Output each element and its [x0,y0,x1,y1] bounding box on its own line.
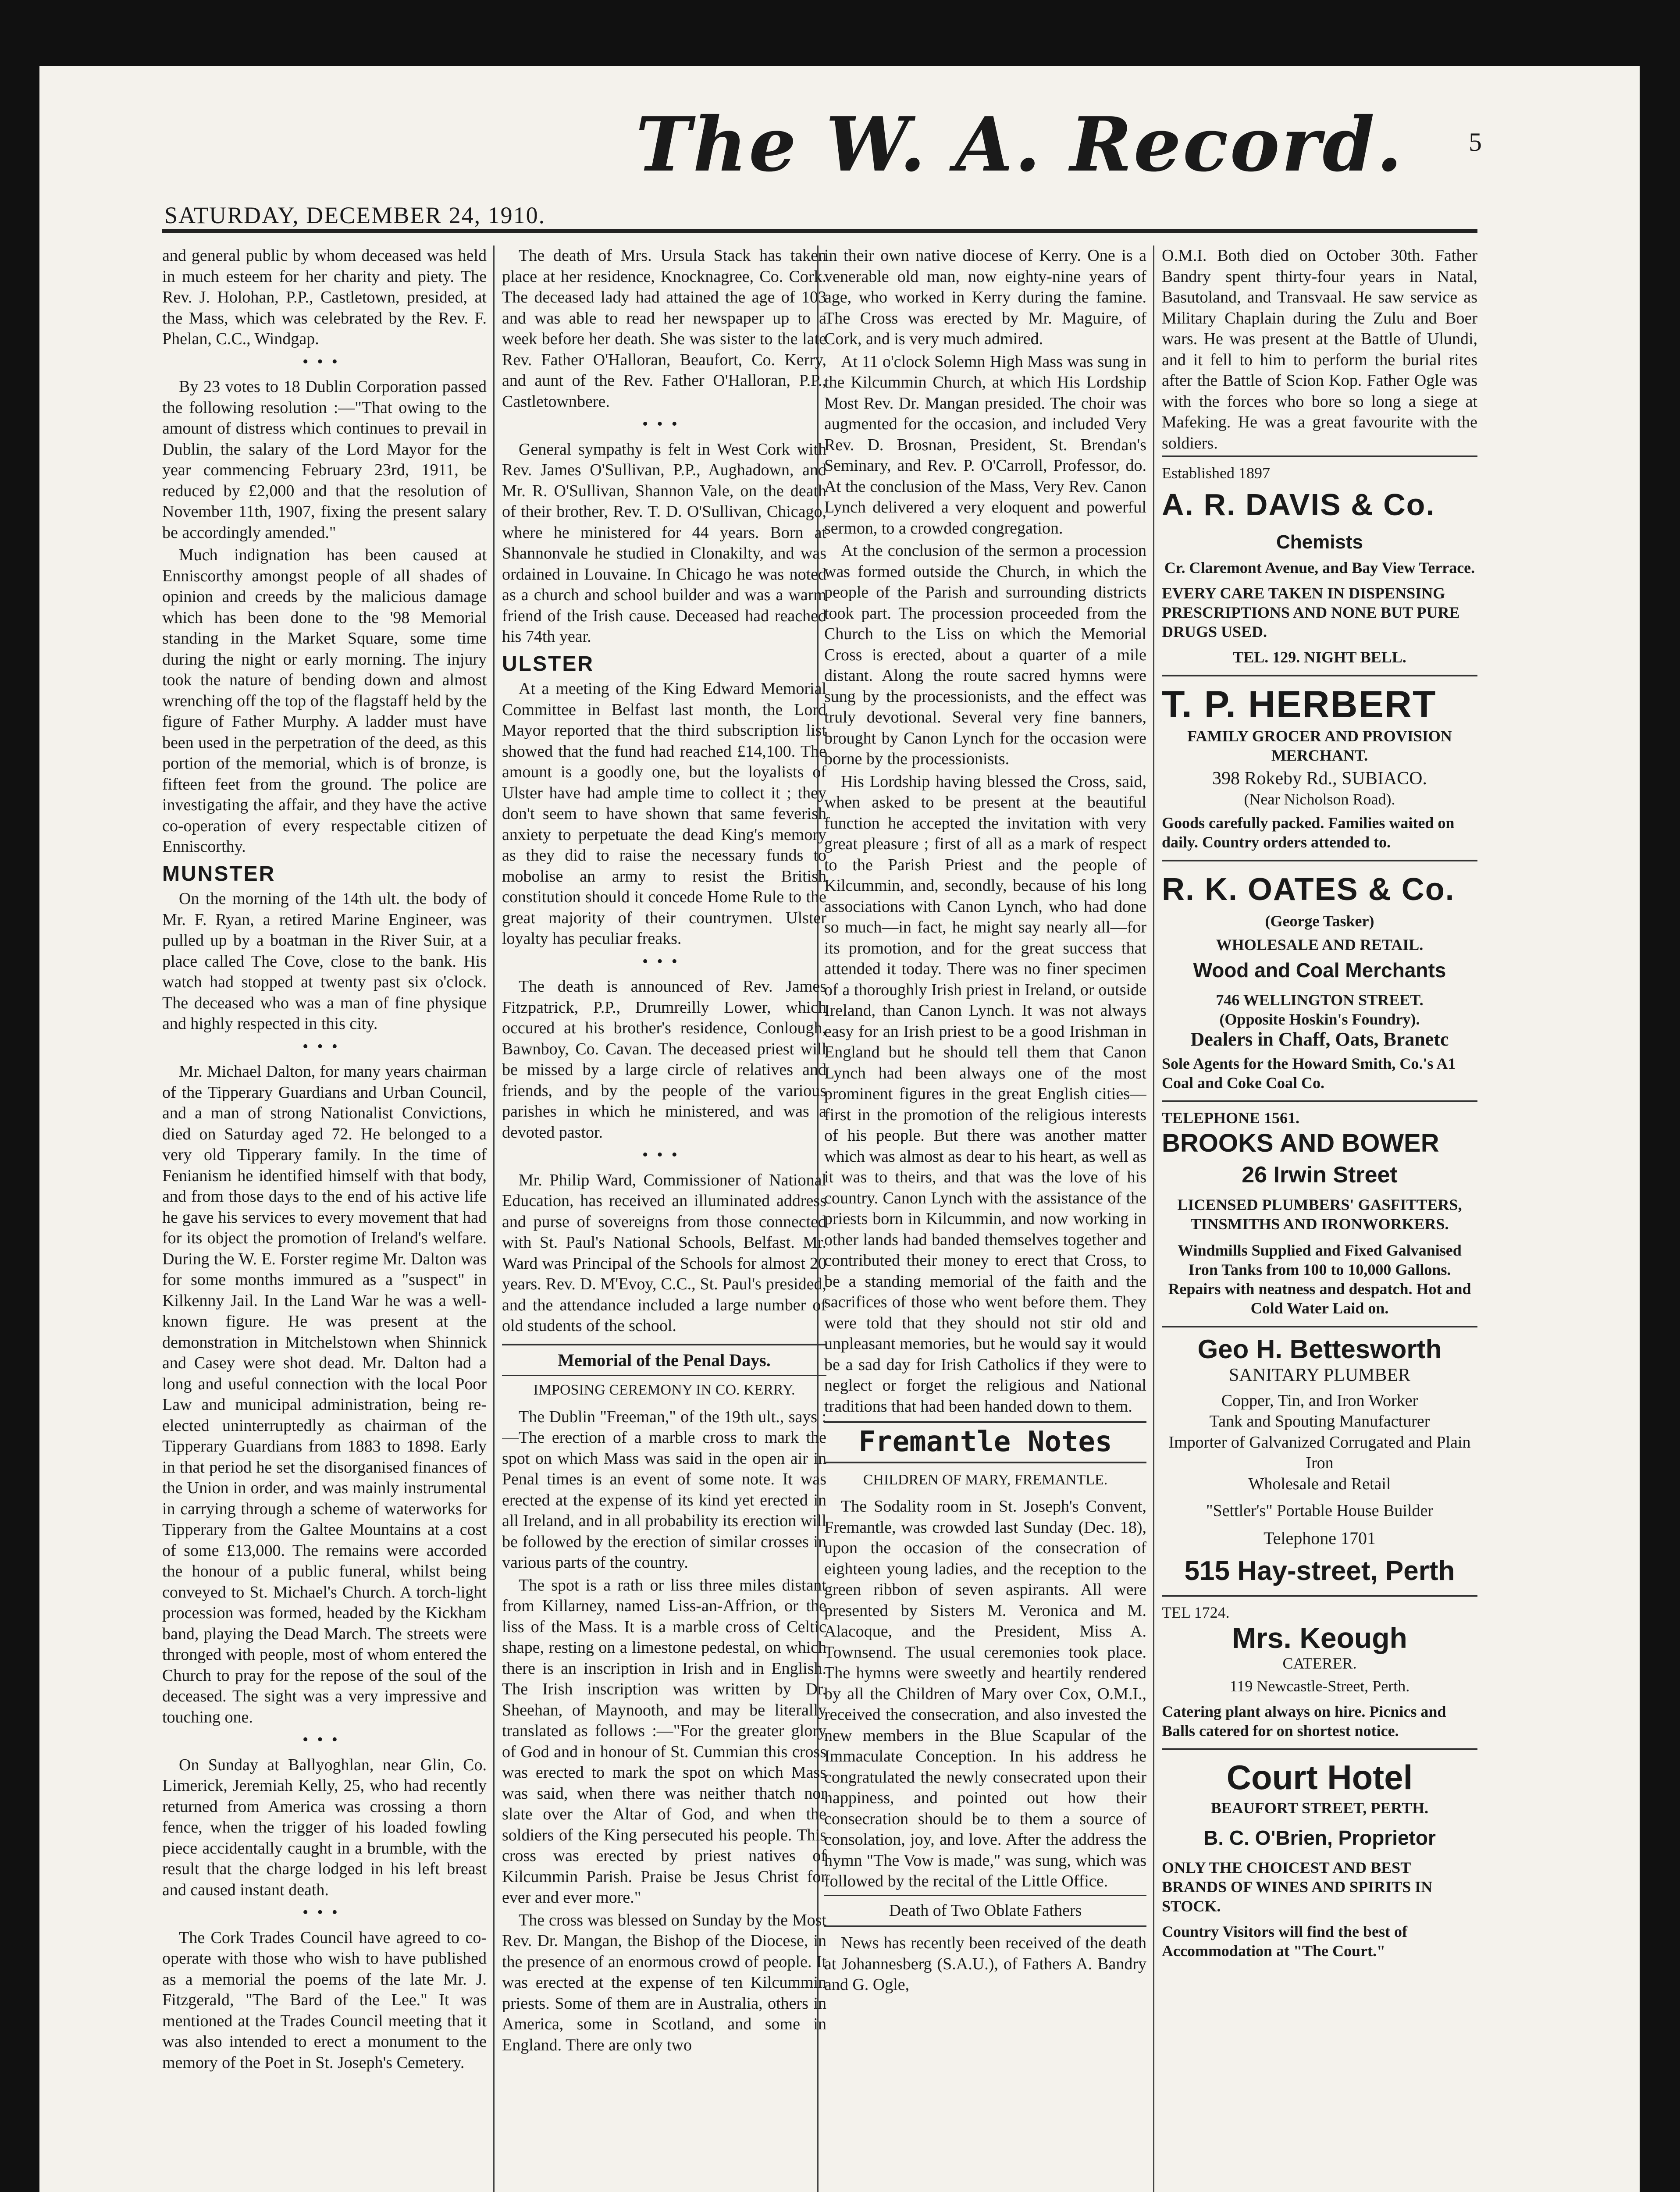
ad-text: Windmills Supplied and Fixed Galvanised Iron Tanks from 100 to 10,000 Gallons. Repairs with neatness and despatch. Hot and Cold Water Laid on. [1168,1242,1471,1317]
advertisement-court-hotel [1162,1748,1477,1968]
ad-address-note: (Near Nicholson Road). [1244,790,1395,808]
article-paragraph: The cross was blessed on Sunday by the Most Rev. Dr. Mangan, the Bishop of the Diocese, in the presence of an enormous crowd of people. It was erected at the expense of ten Kilcummin priests. Some of them are in Australia, others in America, some in Scotland, and some in England. There are only two [502,1911,826,2054]
column-2 [502,246,826,2192]
article-paragraph: News has recently been received of the death at Johannesberg (S.A.U.), of Fathers A. Bandry and G. Ogle, [824,1934,1146,1994]
page-number: 5 [1469,128,1482,157]
ad-trade: Wood and Coal Merchants [1193,958,1446,982]
ad-text: Importer of Galvanized Corrugated and Plain Iron [1168,1433,1471,1472]
advertisement-oates [1162,860,1477,1101]
ad-telephone: TEL 1724. [1162,1604,1230,1621]
newspaper-title: The W. A. Record. [636,101,1404,189]
ad-address: 119 Newcastle-Street, Perth. [1229,1677,1410,1695]
ad-name: Mrs. Keough [1232,1622,1407,1654]
article-paragraph: General sympathy is felt in West Cork with Rev. James O'Sullivan, P.P., Aughadown, and Mr. R. O'Sullivan, Shannon Vale, on the death of their brother, Rev. T. D. O'Sullivan, Chicago, where he ministered for 44 years. Born at Shannonvale he studied in Clonakilty, and was ordained in Louvaine. In Chicago he was noted as a church and school builder and was a warm friend of the Irish cause. Deceased had reached his 74th year. [502,440,826,646]
article-headline: Fremantle Notes [824,1421,1146,1463]
ad-trade: WHOLESALE AND RETAIL. [1216,936,1424,954]
article-paragraph: Mr. Philip Ward, Commissioner of National Education, has received an illuminated address and purse of sovereigns from those connected with St. Paul's National Schools, Belfast. Mr. Ward was Principal of the Schools for almost 20 years. Rev. D. M'Evoy, C.C., St. Paul's presided, and the attendance included a large number of old students of the school. [502,1171,826,1335]
separator: ••• [642,1146,686,1164]
ad-text: ONLY THE CHOICEST AND BEST BRANDS OF WINES AND SPIRITS IN STOCK. [1162,1859,1433,1915]
ad-text: Copper, Tin, and Iron Worker [1221,1391,1418,1410]
ad-text: "Settler's" Portable House Builder [1206,1502,1434,1520]
ad-name: BROOKS AND BOWER [1162,1129,1439,1157]
article-headline: Memorial of the Penal Days. [502,1344,826,1377]
ad-name: Geo H. Bettesworth [1197,1334,1442,1364]
section-heading: ULSTER [502,652,594,676]
masthead [132,101,1491,228]
ad-trade: SANITARY PLUMBER [1229,1365,1410,1385]
article-paragraph: At a meeting of the King Edward Memorial Committee in Belfast last month, the Lord Mayor reported that the third subscription list showed that the fund had reached £14,100. The amount is a goodly one, but the loyalists of Ulster have had ample time to collect it ; they don't seem to have shown that same feverish anxiety to perpetuate the dead King's memory as they did to raise the necessary funds to mobolise an army to resist the British constitution should it concede Home Rule to the great majority of their countrymen. Ulster loyalty has peculiar freaks. [502,680,826,948]
ad-address: Cr. Claremont Avenue, and Bay View Terrace. [1164,559,1475,576]
advertisement-bettesworth [1162,1326,1477,1595]
separator: ••• [642,415,686,433]
ad-text: Catering plant always on hire. Picnics and Balls catered for on shortest notice. [1162,1703,1446,1740]
ad-name: R. K. OATES & Co. [1162,872,1455,907]
ad-trade: LICENSED PLUMBERS' GASFITTERS, TINSMITHS AND IRONWORKERS. [1177,1196,1462,1233]
ad-address: BEAUFORT STREET, PERTH. [1210,1799,1429,1817]
article-paragraph: By 23 votes to 18 Dublin Corporation passed the following resolution :—"That owing to the amount of distress which continues to prevail in Dublin, the salary of the Lord Mayor for the year commencing February 23rd, 1911, be reduced by £2,000 and that the resolution of November 11th, 1907, fixing the present salary be accordingly amended." [162,377,487,542]
separator: ••• [303,1730,346,1749]
ad-text: EVERY CARE TAKEN IN DISPENSING PRESCRIPTIONS AND NONE BUT PURE DRUGS USED. [1162,584,1460,641]
ad-name: Court Hotel [1226,1758,1413,1797]
ad-subname: (George Tasker) [1265,912,1374,930]
article-paragraph: The death of Mrs. Ursula Stack has taken place at her residence, Knocknagree, Co. Cork. The deceased lady had attained the age of 103 and was able to read her newspaper up to a week before her death. She was sister to the late Rev. Father O'Halloran, Beaufort, Co. Kerry, and aunt of the Rev. Father O'Halloran, P.P., Castletownbere. [502,246,826,411]
article-subheadline: IMPOSING CEREMONY IN CO. KERRY. [533,1382,795,1398]
article-paragraph: His Lordship having blessed the Cross, said, when asked to be present at the beautiful function he accepted the invitation with very great pleasure ; first of all as a mark of respect to the Parish Priest and the people of Kilcummin, and, secondly, because of his long associations with Canon Lynch, who had done so much—in fact, he might say nearly all—for its promotion, and for the great success that attended it today. There was no finer specimen of a thoroughly Irish priest in Ireland, or outside Ireland, than Canon Lynch. It was not always easy for an Irish priest to be a good Irishman in England but he should tell them that Canon Lynch had been always one of the most prominent figures in the great English cities—first in the promotion of the religious interests of his people. But there was another matter which was almost as dear to his heart, as well as it was to theirs, and that was the love of his country. Canon Lynch with the assistance of the priests born in Kilcummin, and now working in other lands had banded themselves together and contributed their money to erect that Cross, to be a standing memorial of the faith and the sacrifices of those who went before them. They were told that they should not stir old and unpleasant memories, but he would say it would be a sad day for Irish Catholics if they were to neglect or forget the religious and National traditions that had been handed down to them. [824,772,1146,1416]
ad-address: 515 Hay-street, Perth [1184,1556,1455,1586]
ad-address: 398 Rokeby Rd., SUBIACO. [1212,769,1427,789]
ad-address: 746 WELLINGTON STREET. [1216,991,1424,1009]
separator: ••• [303,1903,346,1922]
ad-telephone: Telephone 1701 [1263,1528,1376,1548]
ad-text: Goods carefully packed. Families waited on daily. Country orders attended to. [1162,814,1455,851]
ad-trade: CATERER. [1282,1655,1357,1672]
article-paragraph: At 11 o'clock Solemn High Mass was sung in the Kilcummin Church, at which His Lordship Most Rev. Dr. Mangan presided. The choir was augmented for the occasion, and included Very Rev. D. Brosnan, President, St. Brendan's Seminary, and Rev. P. O'Carroll, Professor, do. At the conclusion of the Mass, Very Rev. Canon Lynch delivered a very eloquent and powerful sermon, to a crowded congregation. [824,352,1146,537]
article-paragraph: The death is announced of Rev. James Fitzpatrick, P.P., Drumreilly Lower, which occured at his brother's residence, Conlough, Bawnboy, Co. Cavan. The deceased priest will be missed by a large circle of relatives and friends, and by the people of the various parishes in which he ministered, and was a devoted pastor. [502,977,826,1142]
ad-trade: Chemists [1276,531,1363,553]
separator: ••• [642,952,686,971]
column-4 [1162,246,1477,2192]
article-paragraph: Mr. Michael Dalton, for many years chairman of the Tipperary Guardians and Urban Council, and a man of strong Nationalist Convictions, died on Saturday aged 72. He belonged to a very old Tipperary family. In the time of Fenianism he identified himself with that body, and from those days to the end of his active life he gave his services to every movement that had for its object the promotion of Ireland's welfare. During the W. E. Forster regime Mr. Dalton was for some months immured as a "suspect" in Kilkenny Jail. In the Land War he was a well-known figure. He was present at the demonstration in Mitchelstown when Shinnick and Casey were shot dead. Mr. Dalton had a long and useful connection with the local Poor Law and municipal administration, being re-elected uninterruptedly as chairman of the Tipperary Guardians from 1883 to 1898. Early in that period he set the disorganised finances of the Union in order, and was mainly instrumental in carrying through a scheme of waterworks for Tipperary from the Galtee Mountains at a cost of some £13,000. The remains were accorded the honour of a public funeral, whilst being conveyed to St. Michael's Church. A torch-light procession was formed, headed by the Kickham band, playing the Dead March. The streets were thronged with people, most of whom entered the Church to pray for the repose of the soul of the deceased. The sight was a very impressive and touching one. [162,1062,487,1726]
article-paragraph: O.M.I. Both died on October 30th. Father Bandry spent thirty-four years in Natal, Basutoland, and Transvaal. He saw service as Military Chaplain during the Zulu and Boer wars. He was present at the Battle of Ulundi, and it fell to him to perform the burial rites after the Battle of Scion Kop. Father Ogle was with the forces who bore so long a siege at Mafeking. He was a great favourite with the soldiers. [1162,246,1477,452]
article-paragraph: At the conclusion of the sermon a procession was formed outside the Church, in which the people of the Parish and surrounding districts took part. The procession proceeded from the Church to the Liss on which the Memorial Cross is erected, about a quarter of a mile distant. Along the route sacred hymns were sung by the processionists, and the effect was truly devotional. Several very fine banners, brought by Canon Lynch for the occasion were borne by the processionists. [824,541,1146,768]
ad-text: Wholesale and Retail [1248,1474,1391,1493]
advertisement-keough [1162,1595,1477,1748]
ad-text: Dealers in Chaff, Oats, Branetc [1190,1028,1449,1050]
ad-name: A. R. DAVIS & Co. [1162,488,1435,522]
article-paragraph: The Sodality room in St. Joseph's Convent, Fremantle, was crowded last Sunday (Dec. 18), upon the occasion of the consecration of eighteen young ladies, and the reception to the green ribbon of seven aspirants. All were presented by Sisters M. Veronica and M. Alacoque, and the President, Miss A. Townsend. The usual ceremonies took place. The hymns were sweetly and heartily rendered by all the Children of Mary over Cox, O.M.I., received the consecration, and also invested the new members in the Blue Scapular of the Immaculate Conception. In his address he congratulated the newly consecrated upon their happiness, and pointed out how their consecration should be to them a source of consolation, joy, and love. After the address the hymn "The Vow is made," was sung, which was followed by the recital of the Little Office. [824,1497,1146,1890]
column-divider [493,246,495,2192]
ad-trade: FAMILY GROCER AND PROVISION MERCHANT. [1187,727,1452,764]
masthead-rule [162,229,1477,233]
article-paragraph: On Sunday at Ballyoghlan, near Glin, Co. Limerick, Jeremiah Kelly, 25, who had recently returned from America was crossing a thorn fence, when the trigger of his loaded fowling piece accidentally caught in a brumble, with the result that the charge lodged in his left breast and caused instant death. [162,1755,487,1899]
article-paragraph: Much indignation has been caused at Enniscorthy amongst people of all shades of opinion and creeds by the malicious damage which has been done to the '98 Memorial standing in the Market Square, some time during the night or early morning. The injury took the nature of bending down and almost wrenching off the top of the flagstaff held by the figure of Father Murphy. A ladder must have been used in the perpetration of the deed, as this portion of the memorial, which is of bronze, is fifteen feet from the ground. The police are investigating the affair, and they have the active co-operation of every respectable citizen of Enniscorthy. [162,546,487,856]
advertisement-herbert [1162,675,1477,860]
ad-telephone: TEL. 129. NIGHT BELL. [1233,648,1406,666]
issue-date: SATURDAY, DECEMBER 24, 1910. [164,202,546,228]
article-paragraph: The spot is a rath or liss three miles distant from Killarney, named Liss-an-Affrion, or the liss of the Mass. It is a marble cross of Celtic shape, resting on a limestone pedestal, on which there is an inscription in Irish and in English. The Irish inscription was written by Dr. Sheehan, of Maynooth, and may be literally translated as follows :—"For the greater glory of God and in honour of St. Cummian this cross was erected to mark the spot on which Mass was said, when there was neither thatch nor slate over the Altar of God, and when the soldiers of the King persecuted his people. This cross was erected by priest natives of Kilcummin Parish. Praise be Jesus Christ for ever and ever more." [502,1576,826,1907]
article-paragraph: On the morning of the 14th ult. the body of Mr. F. Ryan, a retired Marine Engineer, was pulled up by a boatman in the River Suir, at a place called The Cove, close to the bank. His watch had stopped at twenty past six o'clock. The deceased who was a man of fine physique and highly respected in this city. [162,890,487,1033]
ad-text: Country Visitors will find the best of Accommodation at "The Court." [1162,1923,1408,1960]
column-1 [162,246,487,2192]
advertisement-brooks-bower [1162,1100,1477,1326]
ad-telephone: TELEPHONE 1561. [1162,1109,1300,1127]
ad-address: 26 Irwin Street [1242,1162,1398,1188]
ad-proprietor: B. C. O'Brien, Proprietor [1203,1826,1436,1849]
ad-established: Established 1897 [1162,464,1270,482]
ad-text: Sole Agents for the Howard Smith, Co.'s A1 Coal and Coke Coal Co. [1162,1055,1456,1092]
advertisement-davis [1162,455,1477,675]
article-paragraph: The Cork Trades Council have agreed to co-operate with those who wish to have published as a memorial the poems of the late Mr. J. Fitzgerald, "The Bard of the Lee." It was mentioned at the Trades Council meeting that it was also intended to erect a monument to the memory of the Poet in St. Joseph's Cemetery. [162,1928,487,2072]
ad-address-note: (Opposite Hoskin's Foundry). [1219,1010,1420,1028]
section-heading: MUNSTER [162,862,276,886]
article-headline: Death of Two Oblate Fathers [824,1895,1146,1927]
article-paragraph: and general public by whom deceased was held in much esteem for her charity and piety. The Rev. J. Holohan, P.P., Castletown, presided, at the Mass, which was celebrated by the Rev. F. Phelan, C.C., Windgap. [162,246,487,348]
article-paragraph: in their own native diocese of Kerry. One is a venerable old man, now eighty-nine years of age, who worked in Kerry during the famine. The Cross was erected by Mr. Maguire, of Cork, and is very much admired. [824,246,1146,348]
article-paragraph: The Dublin "Freeman," of the 19th ult., says :—The erection of a marble cross to mark the spot on which Mass was said in the open air in Penal times is an event of some note. It was erected at the expense of its kind yet erected in all Ireland, and in all probability its erection will be followed by the erection of similar crosses in various parts of the country. [502,1407,826,1572]
separator: ••• [303,352,346,371]
column-3 [824,246,1146,2192]
article-subheadline: CHILDREN OF MARY, FREMANTLE. [863,1471,1108,1488]
column-divider [1153,246,1154,2192]
ad-text: Tank and Spouting Manufacturer [1209,1412,1430,1430]
ad-name: T. P. HERBERT [1162,683,1437,726]
separator: ••• [303,1037,346,1056]
